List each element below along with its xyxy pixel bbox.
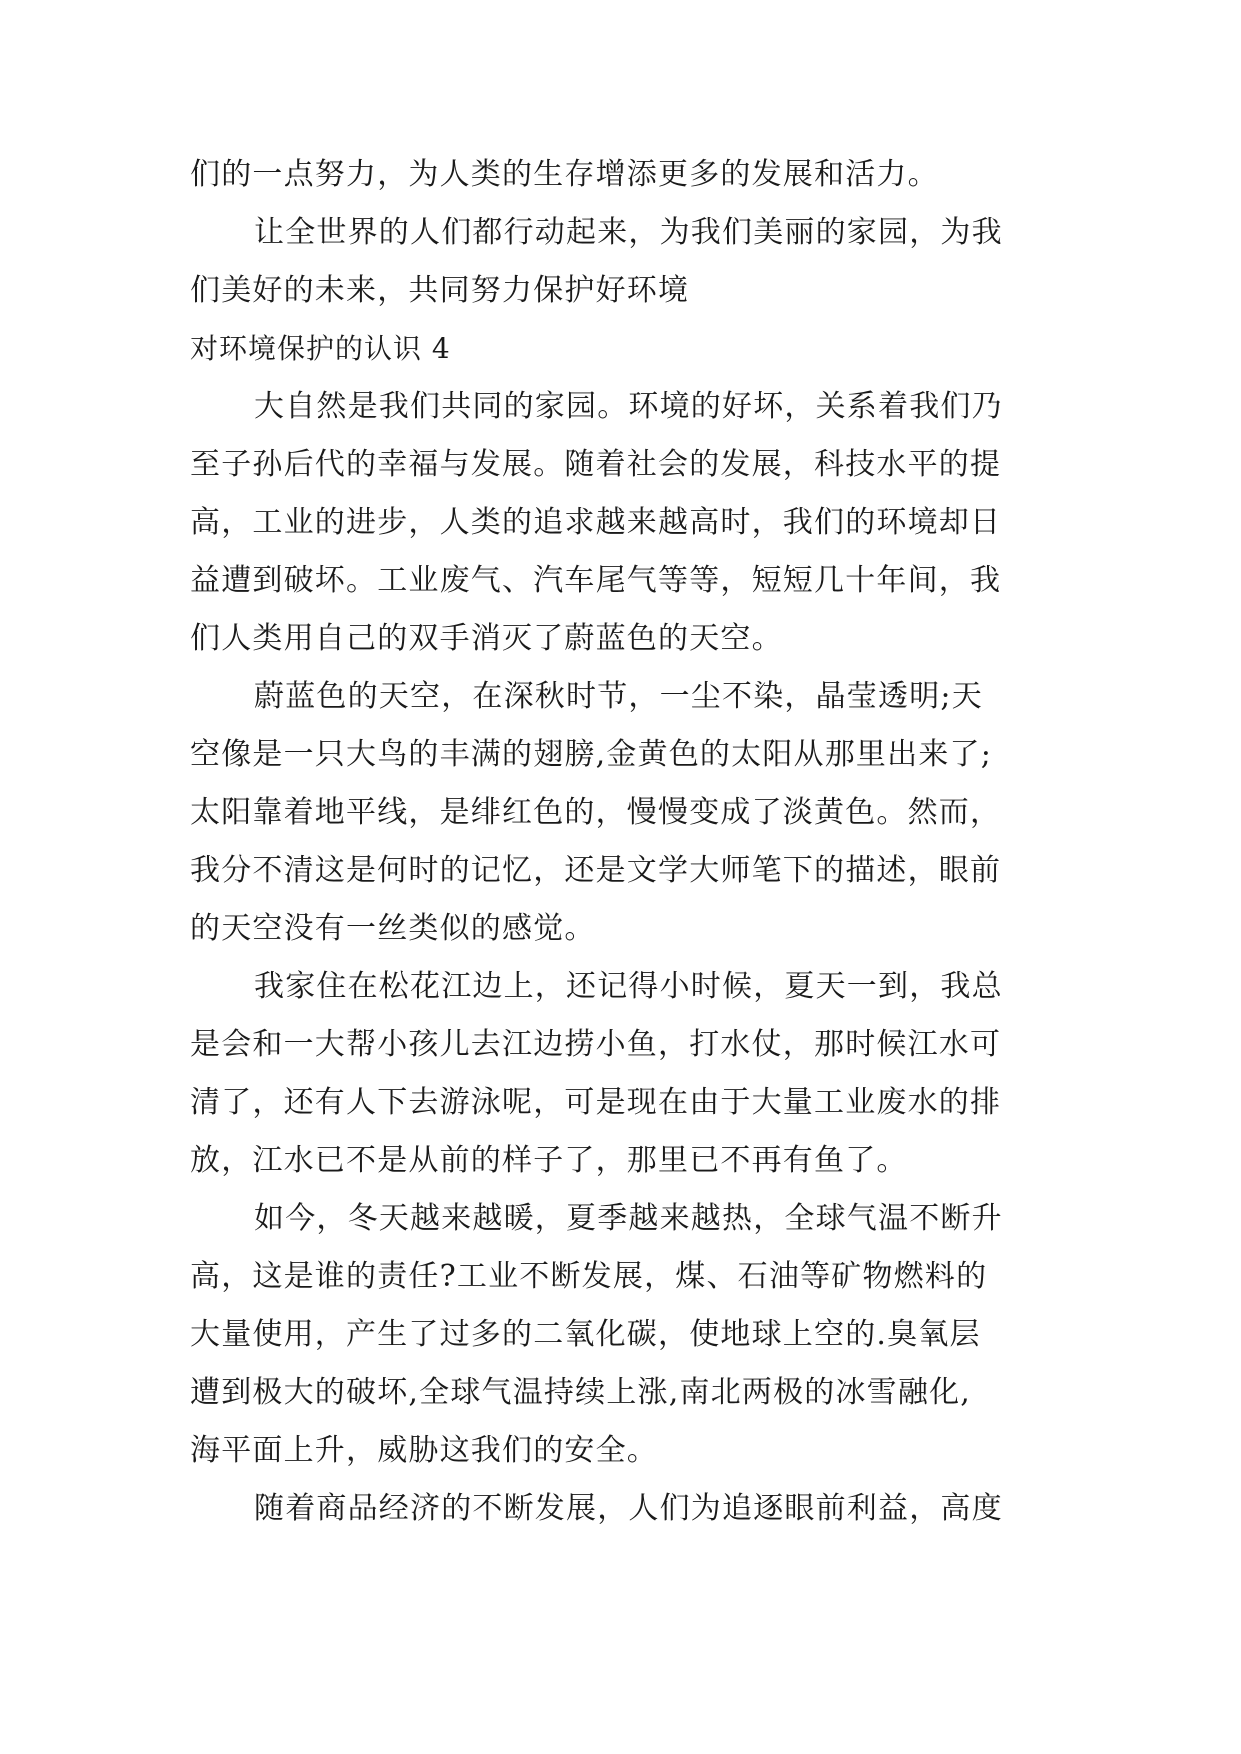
- section-heading: 对环境保护的认识 4: [190, 332, 451, 365]
- text-line: 高，这是谁的责任?工业不断发展，煤、石油等矿物燃料的: [190, 1259, 988, 1294]
- text-line: 海平面上升，威胁这我们的安全。: [190, 1433, 658, 1468]
- text-line: 清了，还有人下去游泳呢，可是现在由于大量工业废水的排: [190, 1085, 1002, 1120]
- text-line: 们的一点努力，为人类的生存增添更多的发展和活力。: [190, 157, 939, 192]
- text-line: 们人类用自己的双手消灭了蔚蓝色的天空。: [190, 621, 783, 656]
- text-line: 让全世界的人们都行动起来，为我们美丽的家园，为我: [254, 215, 1003, 250]
- text-line: 是会和一大帮小孩儿去江边捞小鱼，打水仗，那时候江水可: [190, 1027, 1002, 1062]
- text-line: 放，江水已不是从前的样子了，那里已不再有鱼了。: [190, 1143, 908, 1178]
- text-line: 蔚蓝色的天空，在深秋时节，一尘不染，晶莹透明;天: [254, 679, 983, 714]
- text-line: 高，工业的进步，人类的追求越来越高时，我们的环境却日: [190, 505, 1002, 540]
- text-line: 如今，冬天越来越暖，夏季越来越热，全球气温不断升: [254, 1201, 1003, 1236]
- text-line: 太阳靠着地平线，是绯红色的，慢慢变成了淡黄色。然而，: [190, 795, 1002, 830]
- text-line: 我家住在松花江边上，还记得小时候，夏天一到，我总: [254, 969, 1003, 1004]
- text-line: 我分不清这是何时的记忆，还是文学大师笔下的描述，眼前: [190, 853, 1002, 888]
- text-line: 至子孙后代的幸福与发展。随着社会的发展，科技水平的提: [190, 447, 1002, 482]
- document-body: [190, 146, 1060, 1538]
- text-line: 随着商品经济的不断发展，人们为追逐眼前利益，高度: [254, 1491, 1003, 1526]
- text-line: 遭到极大的破坏,全球气温持续上涨,南北两极的冰雪融化,: [190, 1375, 972, 1410]
- text-line: 们美好的未来，共同努力保护好环境: [190, 273, 690, 308]
- text-line: 的天空没有一丝类似的感觉。: [190, 911, 596, 946]
- text-line: 大量使用，产生了过多的二氧化碳，使地球上空的.臭氧层: [190, 1317, 981, 1352]
- text-line: 大自然是我们共同的家园。环境的好坏，关系着我们乃: [254, 389, 1003, 424]
- text-line: 空像是一只大鸟的丰满的翅膀,金黄色的太阳从那里出来了;: [190, 737, 993, 772]
- text-line: 益遭到破坏。工业废气、汽车尾气等等，短短几十年间，我: [190, 563, 1002, 598]
